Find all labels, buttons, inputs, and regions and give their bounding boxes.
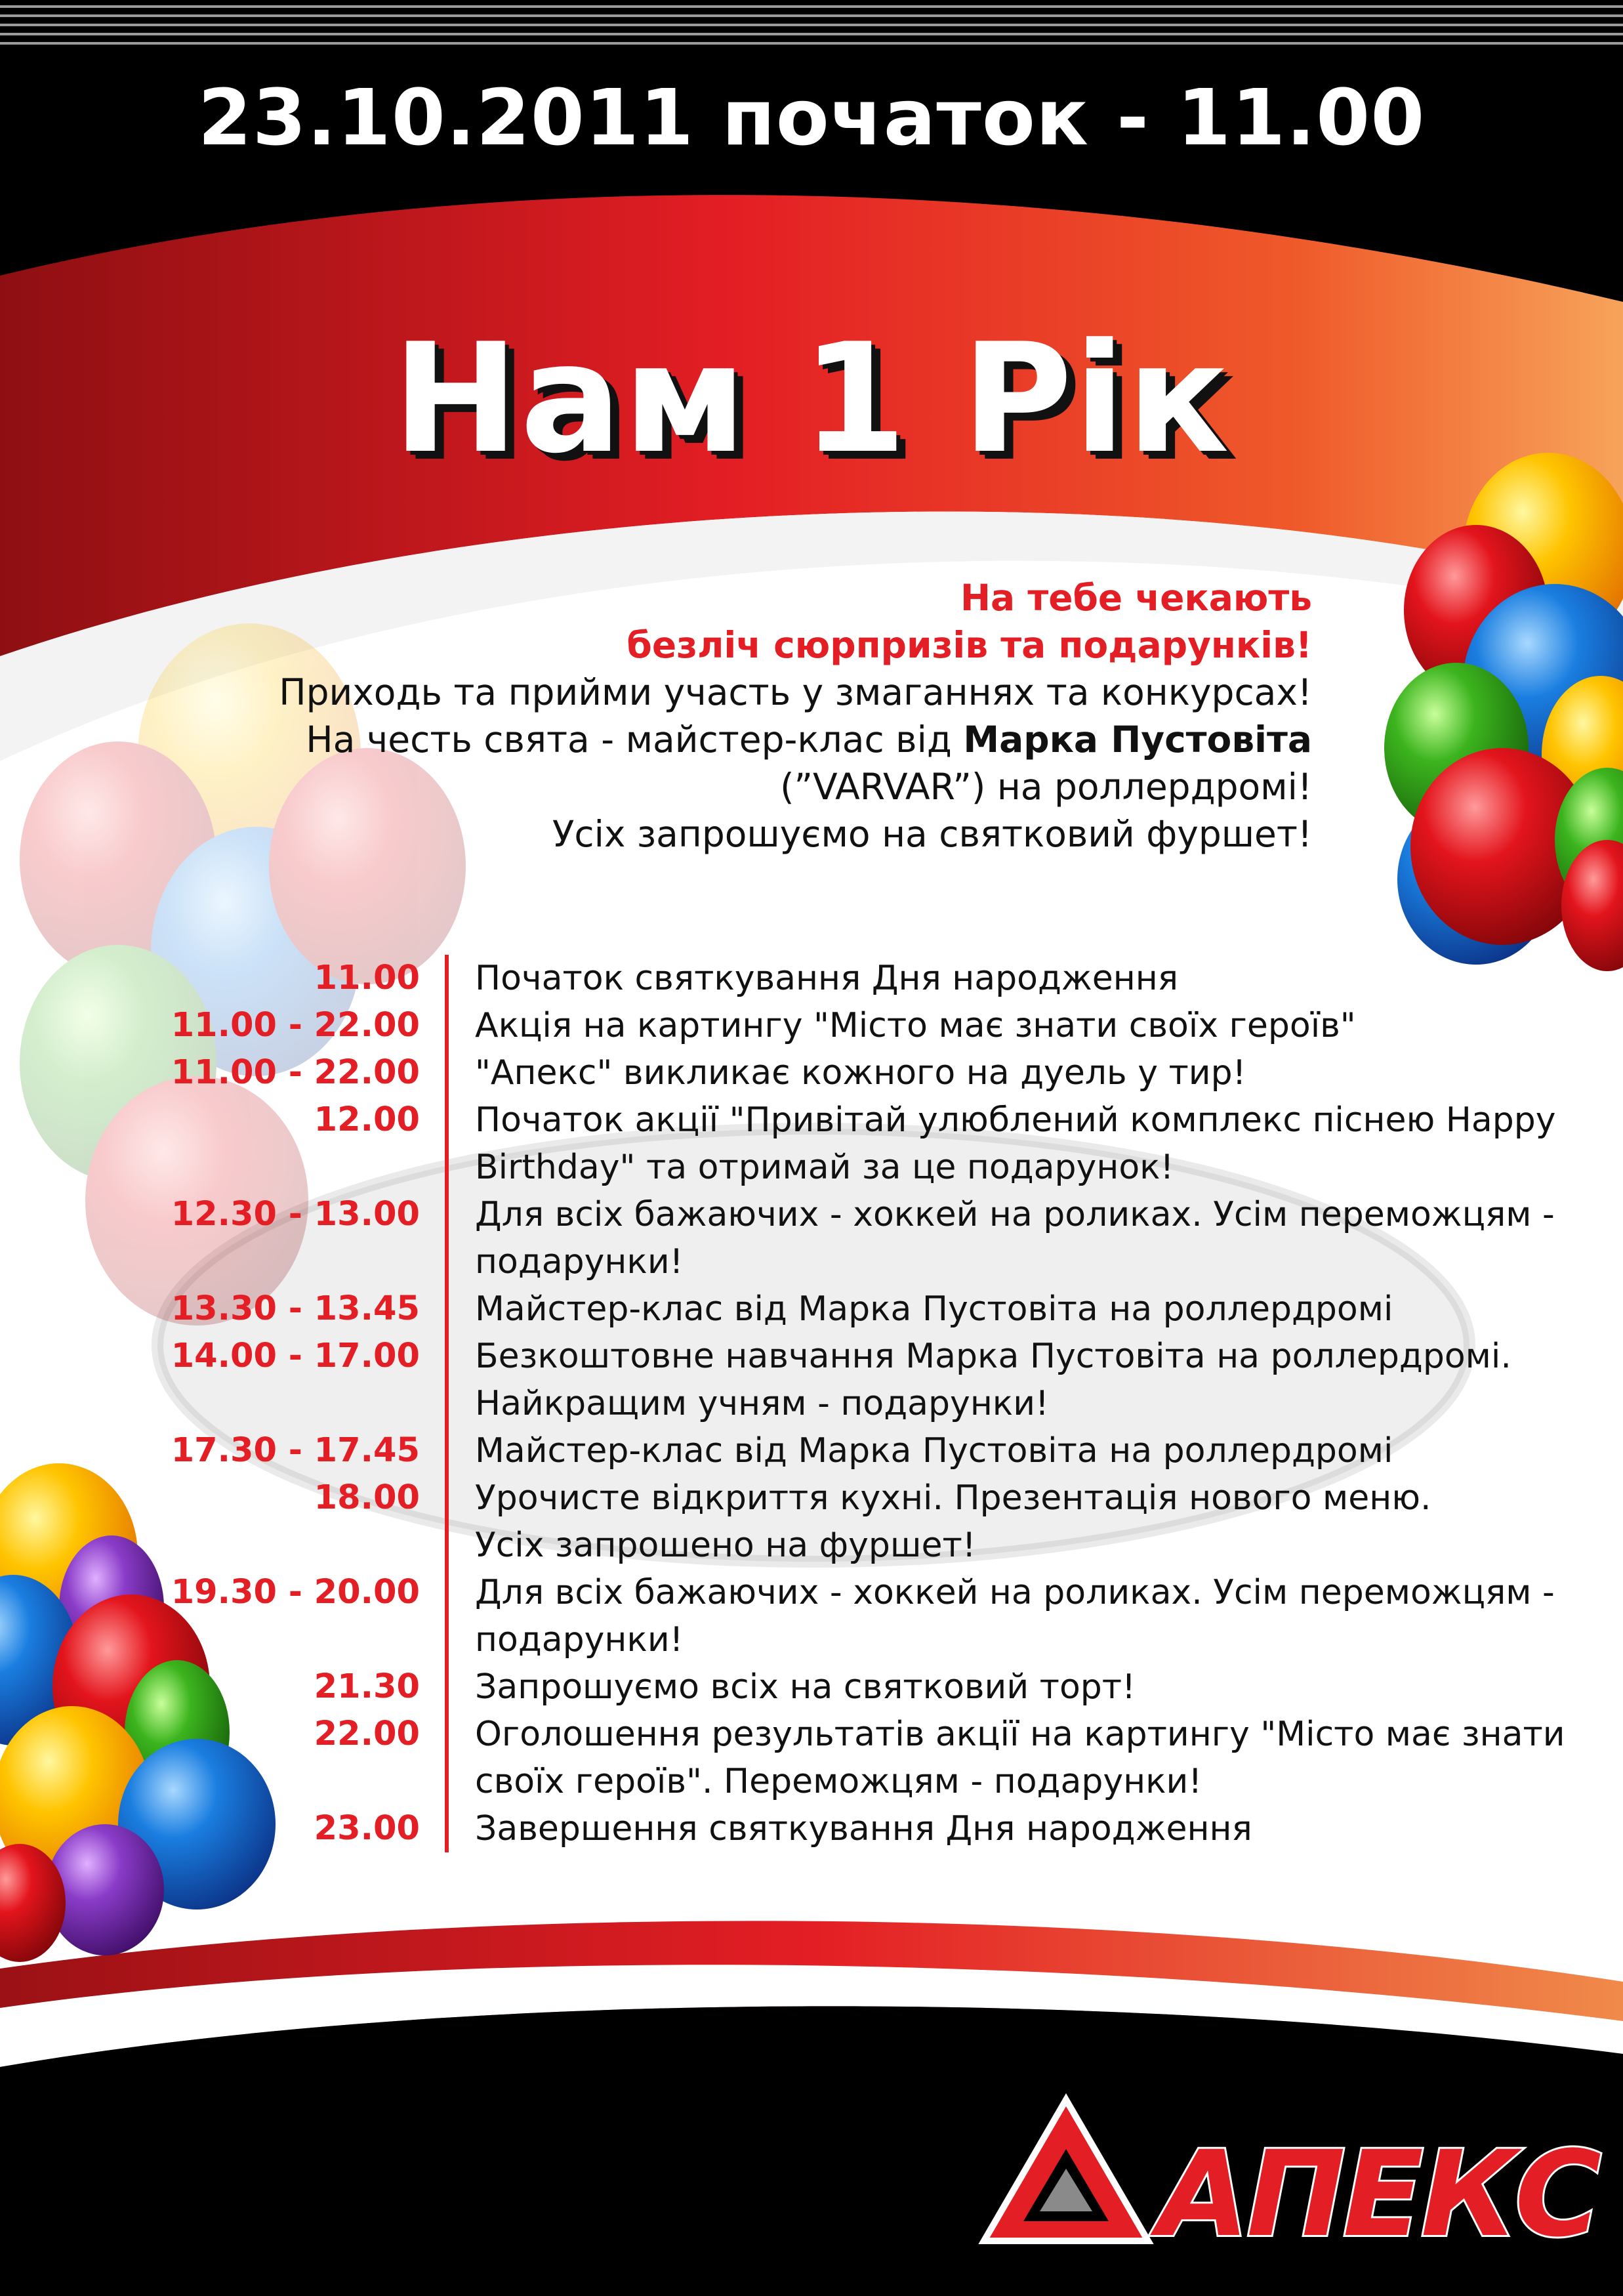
schedule-row <box>151 1002 1555 1049</box>
schedule-row <box>151 1805 1555 1852</box>
apex-triangle-logo-icon <box>977 2093 1155 2251</box>
schedule-divider <box>445 1333 449 1427</box>
schedule-time: 21.30 <box>314 1667 420 1706</box>
schedule-description-line: Урочисте відкриття кухні. Презентація нового меню. <box>475 1478 1431 1518</box>
schedule-time: 11.00 <box>314 959 420 997</box>
schedule-description-line: Акція на картингу "Місто має знати своїх героїв" <box>475 1006 1356 1045</box>
schedule-divider <box>445 1569 449 1663</box>
schedule-description-line: "Апекс" викликає кожного на дуель у тир! <box>475 1053 1246 1093</box>
schedule-description <box>475 1191 1555 1285</box>
page-title: Нам 1 Рік <box>392 312 1231 487</box>
schedule-divider <box>445 1096 449 1191</box>
schedule-time: 11.00 - 22.00 <box>171 1053 420 1092</box>
intro-line-6: Усіх запрошуємо на святковий фуршет! <box>552 813 1312 855</box>
intro-line-1: На тебе чекають <box>960 577 1312 619</box>
schedule-divider <box>445 1049 449 1096</box>
schedule-time: 17.30 - 17.45 <box>171 1431 420 1470</box>
schedule-time: 11.00 - 22.00 <box>171 1006 420 1045</box>
instructor-name: Марка Пустовіта <box>963 719 1312 761</box>
schedule-time: 14.00 - 17.00 <box>171 1337 420 1375</box>
schedule-row <box>151 1711 1565 1805</box>
schedule-description-line: Безкоштовне навчання Марка Пустовіта на роллердромі. <box>475 1337 1511 1376</box>
schedule-divider <box>445 1805 449 1852</box>
schedule-description <box>475 1002 1356 1049</box>
intro-line-2: безліч сюрпризів та подарунків! <box>627 624 1312 666</box>
schedule-divider <box>445 1427 449 1474</box>
schedule-time: 12.00 <box>314 1100 420 1139</box>
schedule-description <box>475 1711 1565 1805</box>
schedule-time: 13.30 - 13.45 <box>171 1289 420 1328</box>
schedule-description-line: Для всіх бажаючих - хоккей на роликах. Усім переможцям - <box>475 1195 1555 1234</box>
schedule-description-line: Найкращим учням - подарунки! <box>475 1384 1049 1423</box>
schedule-row <box>151 1191 1555 1285</box>
schedule-description <box>475 1285 1393 1333</box>
schedule-description-line: своїх героїв". Переможцям - подарунки! <box>475 1762 1202 1801</box>
schedule-row <box>151 955 1555 1002</box>
schedule-row <box>151 1569 1555 1663</box>
schedule-divider <box>445 1285 449 1333</box>
schedule-description-line: Завершення святкування Дня народження <box>475 1809 1252 1848</box>
schedule-time: 19.30 - 20.00 <box>171 1573 420 1612</box>
schedule-description-line: Усіх запрошено на фуршет! <box>475 1526 976 1565</box>
schedule-divider <box>445 1474 449 1569</box>
intro-line-3: Приходь та прийми участь у змаганнях та конкурсах! <box>279 671 1312 713</box>
schedule-description-line: Для всіх бажаючих - хоккей на роликах. Усім переможцям - <box>475 1573 1555 1612</box>
schedule-divider <box>445 1002 449 1049</box>
schedule-row <box>151 1474 1555 1569</box>
schedule-divider <box>445 1711 449 1805</box>
schedule-row <box>151 1285 1555 1333</box>
intro-line-5: (”VARVAR”) на роллердромі! <box>780 766 1312 808</box>
schedule-description <box>475 1805 1252 1852</box>
schedule-description-line: подарунки! <box>475 1242 684 1282</box>
schedule-list <box>151 955 1565 1852</box>
schedule-row <box>151 1663 1555 1711</box>
schedule-description <box>475 1333 1511 1427</box>
schedule-time: 18.00 <box>314 1478 420 1517</box>
apex-logo-text: АПЕКС <box>1158 2126 1599 2263</box>
schedule-description <box>475 1427 1393 1474</box>
schedule-description-line: Оголошення результатів акції на картингу "Місто має знати <box>475 1715 1565 1754</box>
schedule-description-line: Birthday" та отримай за це подарунок! <box>475 1148 1174 1187</box>
schedule-description <box>475 1474 1431 1569</box>
schedule-description <box>475 1049 1246 1096</box>
schedule-time: 12.30 - 13.00 <box>171 1195 420 1234</box>
schedule-row <box>151 1333 1555 1427</box>
schedule-divider <box>445 1191 449 1285</box>
schedule-description <box>475 1569 1555 1663</box>
schedule-description <box>475 1663 1136 1711</box>
schedule-description-line: подарунки! <box>475 1620 684 1659</box>
schedule-row <box>151 1096 1555 1191</box>
intro-block <box>197 574 1312 858</box>
schedule-time: 22.00 <box>314 1715 420 1753</box>
schedule-description-line: Майстер-клас від Марка Пустовіта на роллердромі <box>475 1289 1393 1329</box>
schedule-divider <box>445 955 449 1002</box>
schedule-description-line: Запрошуємо всіх на святковий торт! <box>475 1667 1136 1707</box>
schedule-row <box>151 1049 1555 1096</box>
schedule-divider <box>445 1663 449 1711</box>
intro-line-4 <box>197 716 1312 763</box>
schedule-description-line: Майстер-клас від Марка Пустовіта на роллердромі <box>475 1431 1393 1471</box>
schedule-description <box>475 1096 1556 1191</box>
event-date-line: 23.10.2011 початок - 11.00 <box>197 72 1426 163</box>
schedule-description <box>475 955 1178 1002</box>
schedule-time: 23.00 <box>314 1809 420 1848</box>
schedule-row <box>151 1427 1555 1474</box>
schedule-description-line: Початок святкування Дня народження <box>475 959 1179 998</box>
schedule-description-line: Початок акції "Привітай улюблений комплекс піснею Happy <box>475 1100 1556 1140</box>
intro-line-4-text: На честь свята - майстер-клас від <box>306 719 964 761</box>
